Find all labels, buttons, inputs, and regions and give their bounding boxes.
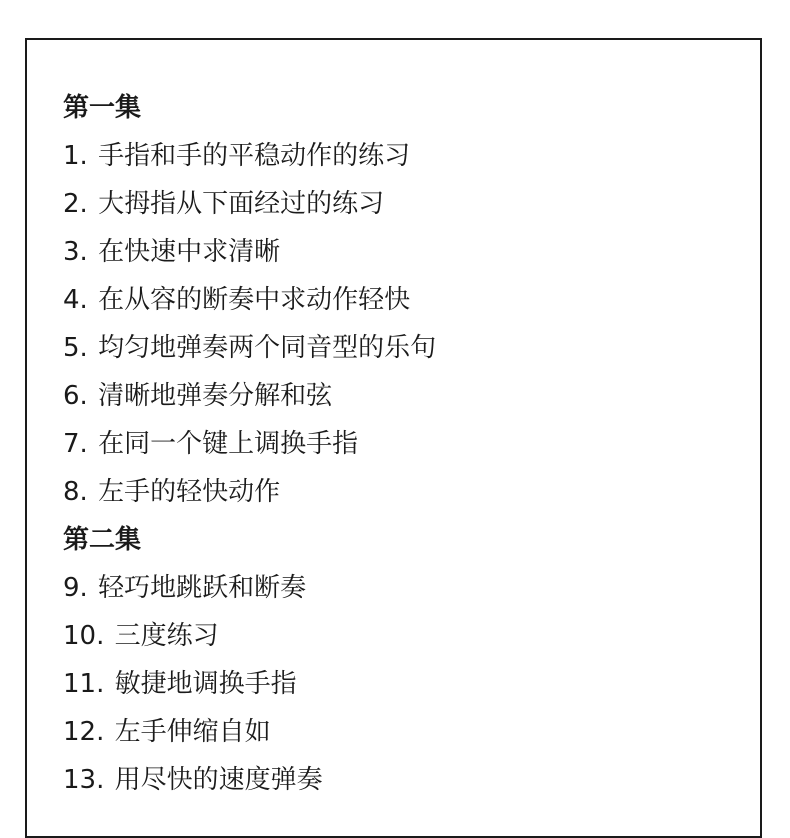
list-item: 6. 清晰地弹奏分解和弦	[63, 381, 333, 411]
list-item: 2. 大拇指从下面经过的练习	[63, 189, 385, 219]
section-title: 第一集	[63, 93, 142, 123]
list-item: 13. 用尽快的速度弹奏	[63, 765, 323, 795]
list-item: 3. 在快速中求清晰	[63, 237, 281, 267]
list-item: 8. 左手的轻快动作	[63, 477, 281, 507]
list-item: 10. 三度练习	[63, 621, 219, 651]
list-item: 9. 轻巧地跳跃和断奏	[63, 573, 307, 603]
list-item: 1. 手指和手的平稳动作的练习	[63, 141, 411, 171]
list-item: 11. 敏捷地调换手指	[63, 669, 297, 699]
section-title: 第二集	[63, 525, 142, 555]
list-item: 7. 在同一个键上调换手指	[63, 429, 359, 459]
list-item: 4. 在从容的断奏中求动作轻快	[63, 285, 411, 315]
list-item: 5. 均匀地弹奏两个同音型的乐句	[63, 333, 437, 363]
table-of-contents	[63, 84, 770, 804]
list-item: 12. 左手伸缩自如	[63, 717, 271, 747]
